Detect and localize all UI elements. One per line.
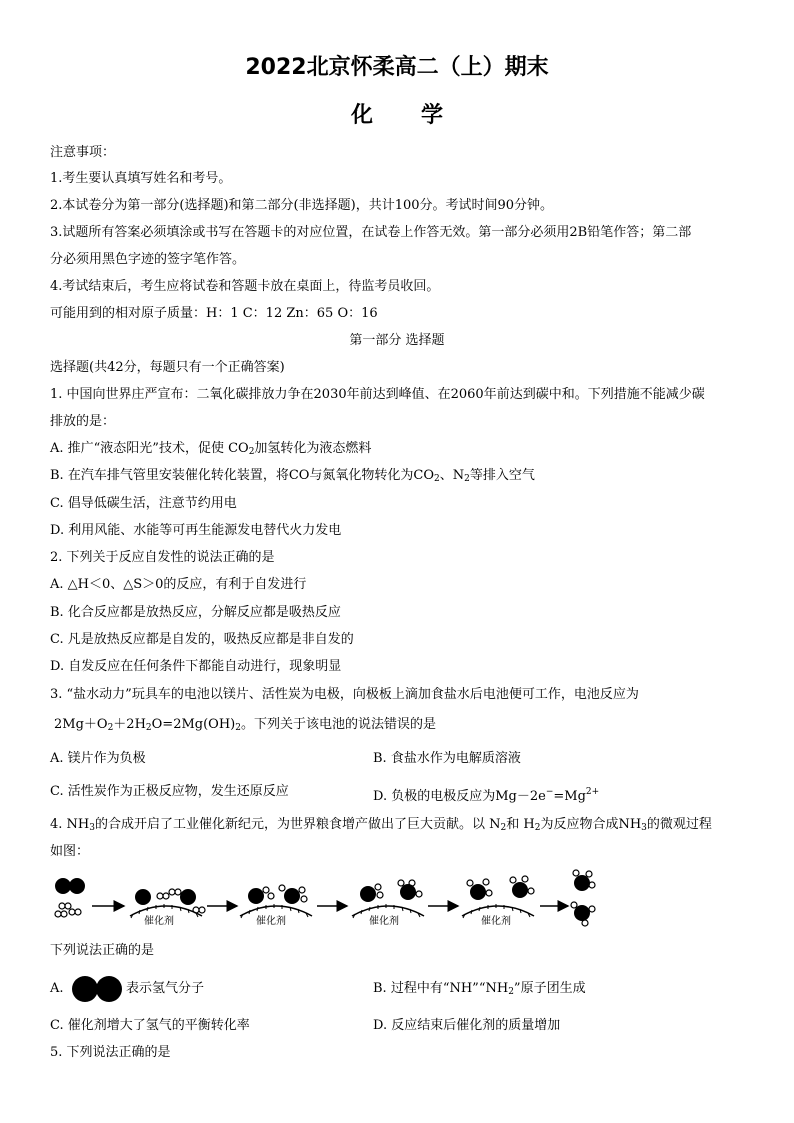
q4-option-c: C. 催化剂增大了氢气的平衡转化率 xyxy=(50,1018,250,1033)
part1-instruction: 选择题(共42分，每题只有一个正确答案) xyxy=(50,360,285,375)
n2-molecule-large-icon xyxy=(70,973,126,1005)
q3-option-c: C. 活性炭作为正极反应物，发生还原反应 xyxy=(50,784,289,799)
q2-option-a: A. △H＜0、△S＞0的反应，有利于自发进行 xyxy=(50,577,307,592)
q4-option-d: D. 反应结束后催化剂的质量增加 xyxy=(373,1018,561,1033)
catalyst-stage-4 xyxy=(462,876,534,918)
q3-option-b: B. 食盐水作为电解质溶液 xyxy=(373,751,521,766)
catalyst-label-3: 催化剂 xyxy=(369,916,399,927)
q4-option-a-text: 表示氢气分子 xyxy=(126,981,205,996)
exam-subject: 化学 xyxy=(350,103,491,128)
part1-heading: 第一部分 选择题 xyxy=(349,333,445,348)
catalyst-label-4: 催化剂 xyxy=(481,916,511,927)
q1-stem-line2: 排放的是： xyxy=(50,414,116,429)
catalyst-label-2: 催化剂 xyxy=(256,916,286,927)
q3-option-d: D. 负极的电极反应为$Mg-2e^-=Mg^{2+}$ xyxy=(373,787,600,804)
notice-item-2: 2.本试卷分为第一部分(选择题)和第二部分(非选择题)，共计100分。考试时间90分钟。 xyxy=(50,198,554,213)
atomic-mass-line: 可能用到的相对原子质量：H：1 C：12 Zn：65 O：16 xyxy=(50,306,378,321)
q2-option-c: C. 凡是放热反应都是自发的，吸热反应都是非自发的 xyxy=(50,632,354,647)
q2-option-d: D. 自发反应在任何条件下都能自动进行，现象明显 xyxy=(50,659,342,674)
q4-stem-line1: 4. $NH_3$的合成开启了工业催化新纪元，为世界粮食增产做出了巨大贡献。以 $N_2$和 $H_2$为反应物合成$NH_3$的微观过程 xyxy=(50,817,712,833)
q4-option-a-label: A. xyxy=(50,981,64,996)
notice-item-3-cont: 分必须用黑色字迹的签字笔作答。 xyxy=(50,252,246,267)
notice-item-3: 3.试题所有答案必须填涂或书写在答题卡的对应位置，在试卷上作答无效。第一部分必须用2B铅笔作答；第二部 xyxy=(50,225,692,240)
q1-option-c: C. 倡导低碳生活，注意节约用电 xyxy=(50,496,237,511)
q1-stem-line1: 1. 中国向世界庄严宣布：二氧化碳排放力争在2030年前达到峰值、在2060年前达到碳中和。下列措施不能减少碳 xyxy=(50,387,705,402)
q5-stem: 5. 下列说法正确的是 xyxy=(50,1045,171,1060)
q3-equation-line: $2Mg+O_2+2H_2O=2Mg(OH)_2$。下列关于该电池的说法错误的是 xyxy=(54,717,436,733)
exam-title: 2022北京怀柔高二（上）期末 xyxy=(245,55,549,80)
n2-molecule-icon xyxy=(55,878,85,894)
q4-question: 下列说法正确的是 xyxy=(50,943,155,958)
q4-option-b: B. 过程中有“$NH”“NH_2$”原子团生成 xyxy=(373,981,586,997)
q1-option-b: B. 在汽车排气管里安装催化转化装置，将CO与氮氧化物转化为$CO_2$、$N_2$等排入空气 xyxy=(50,468,535,484)
q3-option-a: A. 镁片作为负极 xyxy=(50,751,146,766)
q3-stem-line1: 3. “盐水动力”玩具车的电池以镁片、活性炭为电极，向极板上滴加食盐水后电池便可工作，电池反应为 xyxy=(50,687,639,702)
q2-stem: 2. 下列关于反应自发性的说法正确的是 xyxy=(50,550,275,565)
q1-option-d: D. 利用风能、水能等可再生能源发电替代火力发电 xyxy=(50,523,342,538)
q2-option-b: B. 化合反应都是放热反应，分解反应都是吸热反应 xyxy=(50,605,341,620)
h2-molecules-icon xyxy=(55,903,81,917)
notice-item-1: 1.考生要认真填写姓名和考号。 xyxy=(50,171,232,186)
q4-stem-line2: 如图： xyxy=(50,844,90,859)
notice-heading: 注意事项： xyxy=(50,145,116,160)
nh3-molecules-icon xyxy=(571,870,595,926)
notice-item-4: 4.考试结束后，考生应将试卷和答题卡放在桌面上，待监考员收回。 xyxy=(50,279,440,294)
q1-option-a: A. 推广“液态阳光”技术，促使 $CO_2$加氢转化为液态燃料 xyxy=(50,441,372,457)
catalyst-label-1: 催化剂 xyxy=(144,916,174,927)
